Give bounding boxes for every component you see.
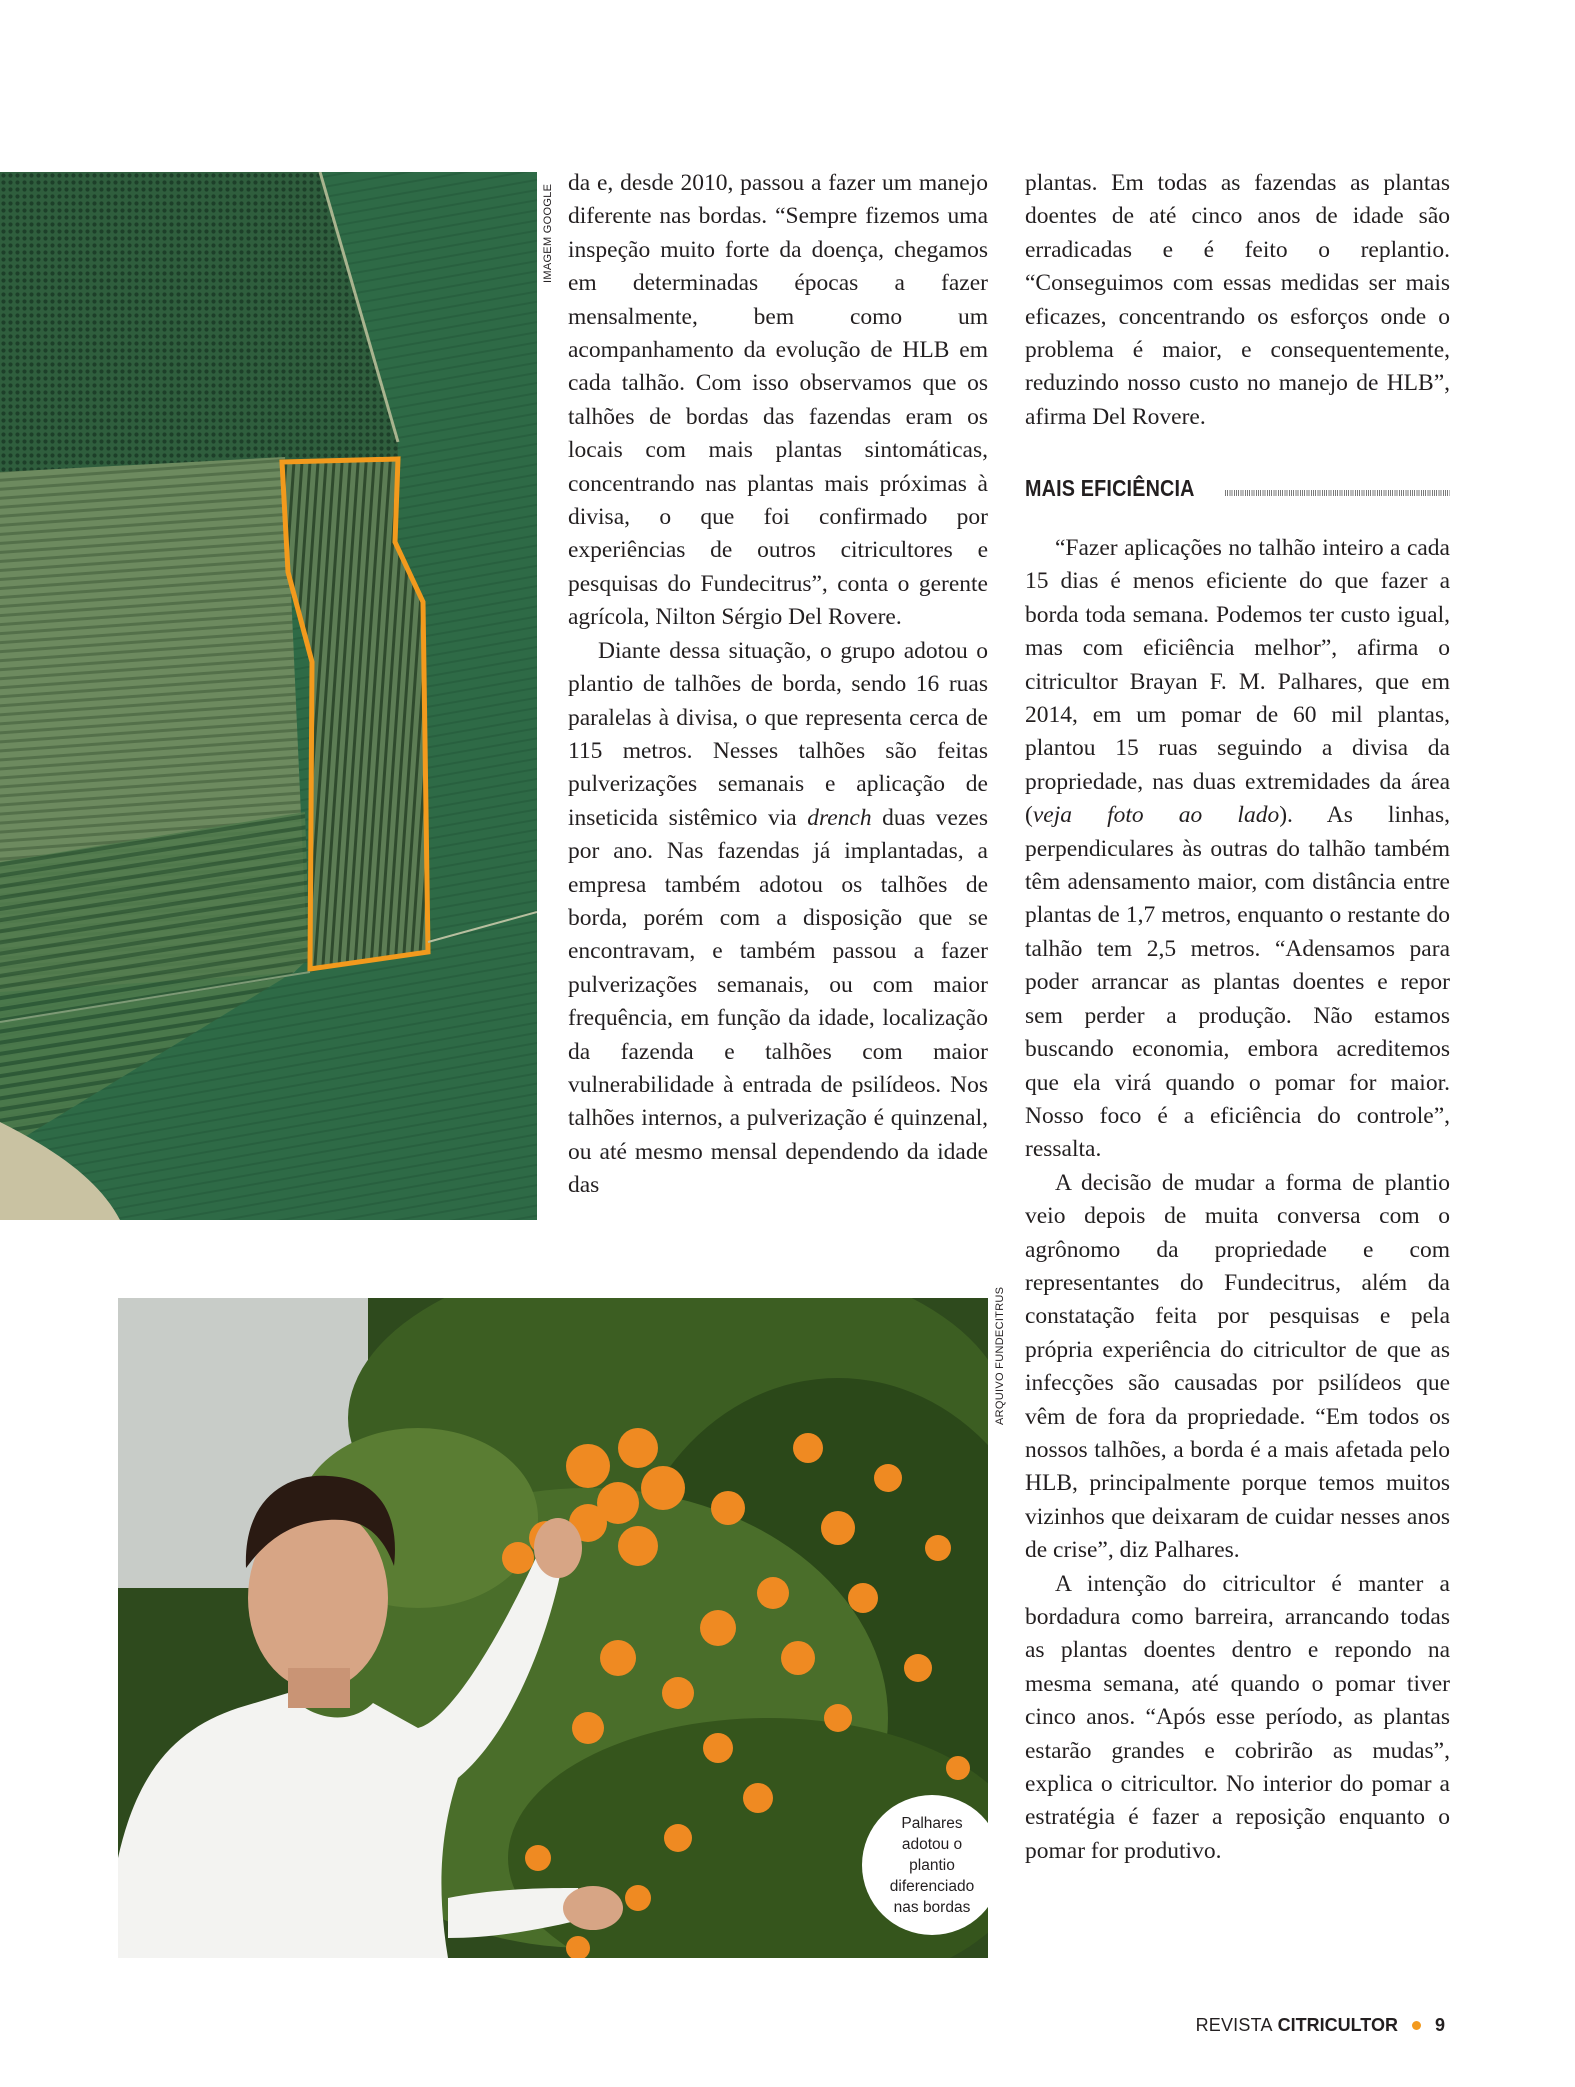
section-rule [1225, 490, 1450, 496]
portrait-photo [118, 1298, 988, 1958]
section-title: MAIS EFICIÊNCIA [1025, 475, 1195, 501]
magazine-brand: CITRICULTOR [1277, 2015, 1398, 2035]
paragraph: “Fazer aplicações no talhão inteiro a cada 15 dias é menos eficiente do que fazer a borda toda semana. Podemos ter custo igual, mas com eficiência melhor”, afirma o citricultor Brayan F. M. Palhares, que em 2014, em um pomar de 60 mil plantas, plantou 15 ruas seguindo a divisa da propriedade, nas duas extremidades da área (veja foto ao lado). As linhas, perpendiculares às outras do talhão também têm adensamento maior, com distância entre plantas de 1,7 metros, enquanto o restante do talhão tem 2,5 metros. “Adensamos para poder arrancar as plantas doentes e repor sem perder a produção. Não estamos buscando economia, embora acreditemos que ela virá quando o pomar for maior. Nosso foco é a eficiência do controle”, ressalta. [1025, 535, 1450, 1163]
photo-caption: Palhares adotou o plantio diferenciado nas bordas [862, 1795, 1002, 1935]
footer-dot [1412, 2021, 1421, 2030]
article-column-middle [568, 167, 988, 1203]
paragraph: Diante dessa situação, o grupo adotou o plantio de talhões de borda, sendo 16 ruas paralelas à divisa, o que representa cerca de 115 metros. Nesses talhões são feitas pulverizações semanais e aplicação de inseticida sistêmico via drench duas vezes por ano. Nas fazendas já implantadas, a empresa também adotou os talhões de borda, porém com a disposição que se encontravam, e também passou a fazer pulverizações semanais, ou com maior frequência, em função da idade, localização da fazenda e talhões com maior vulnerabilidade à entrada de psilídeos. Nos talhões internos, a pulverização é quinzenal, ou até mesmo mensal dependendo da idade das [568, 637, 988, 1199]
article-column-right-continued [1025, 532, 1450, 1868]
article-column-right [1025, 167, 1450, 434]
paragraph: da e, desde 2010, passou a fazer um manejo diferente nas bordas. “Sempre fizemos uma inspeção muito forte da doença, chegamos em determinadas épocas a fazer mensalmente, bem como um acompanhamento da evolução de HLB em cada talhão. Com isso observamos que os talhões de bordas das fazendas eram os locais com mais plantas sintomáticas, concentrando nas plantas mais próximas à divisa, o que foi confirmado por experiências de outros citricultores e pesquisas do Fundecitrus”, conta o gerente agrícola, Nilton Sérgio Del Rovere. [568, 170, 988, 631]
section-heading [1025, 466, 1450, 500]
page-number: 9 [1434, 2015, 1445, 2035]
magazine-name: REVISTA [1195, 2015, 1273, 2035]
aerial-photo [0, 172, 537, 1220]
paragraph: A decisão de mudar a forma de plantio veio depois de muita conversa com o agrônomo da propriedade e com representantes do Fundecitrus, além da constatação feita por pesquisas e pela própria experiência do citricultor de que as infecções são causadas por psilídeos que vêm de fora da propriedade. “Em todos os nossos talhões, a borda é a mais afetada pelo HLB, principalmente porque temos muitos vizinhos que deixaram de cuidar nesses anos de crise”, diz Palhares. [1025, 1169, 1450, 1564]
paragraph: plantas. Em todas as fazendas as plantas doentes de até cinco anos de idade são erradicadas e é feito o replantio. “Conseguimos com essas medidas ser mais eficazes, concentrando os esforços onde o problema é maior, e consequentemente, reduzindo nosso custo no manejo de HLB”, afirma Del Rovere. [1025, 170, 1450, 430]
page-footer [1196, 2015, 1445, 2036]
paragraph: A intenção do citricultor é manter a bordadura como barreira, arrancando todas as plantas doentes dentro e repondo na mesma semana, até quando o pomar tiver cinco anos. “Após esse período, as plantas estarão grandes e cobrirão as mudas”, explica o citricultor. No interior do pomar a estratégia é fazer a reposição enquanto o pomar for produtivo. [1025, 1570, 1450, 1864]
portrait-photo-credit: ARQUIVO FUNDECITRUS [994, 1286, 1006, 1425]
aerial-photo-credit: IMAGEM GOOGLE [542, 183, 554, 283]
